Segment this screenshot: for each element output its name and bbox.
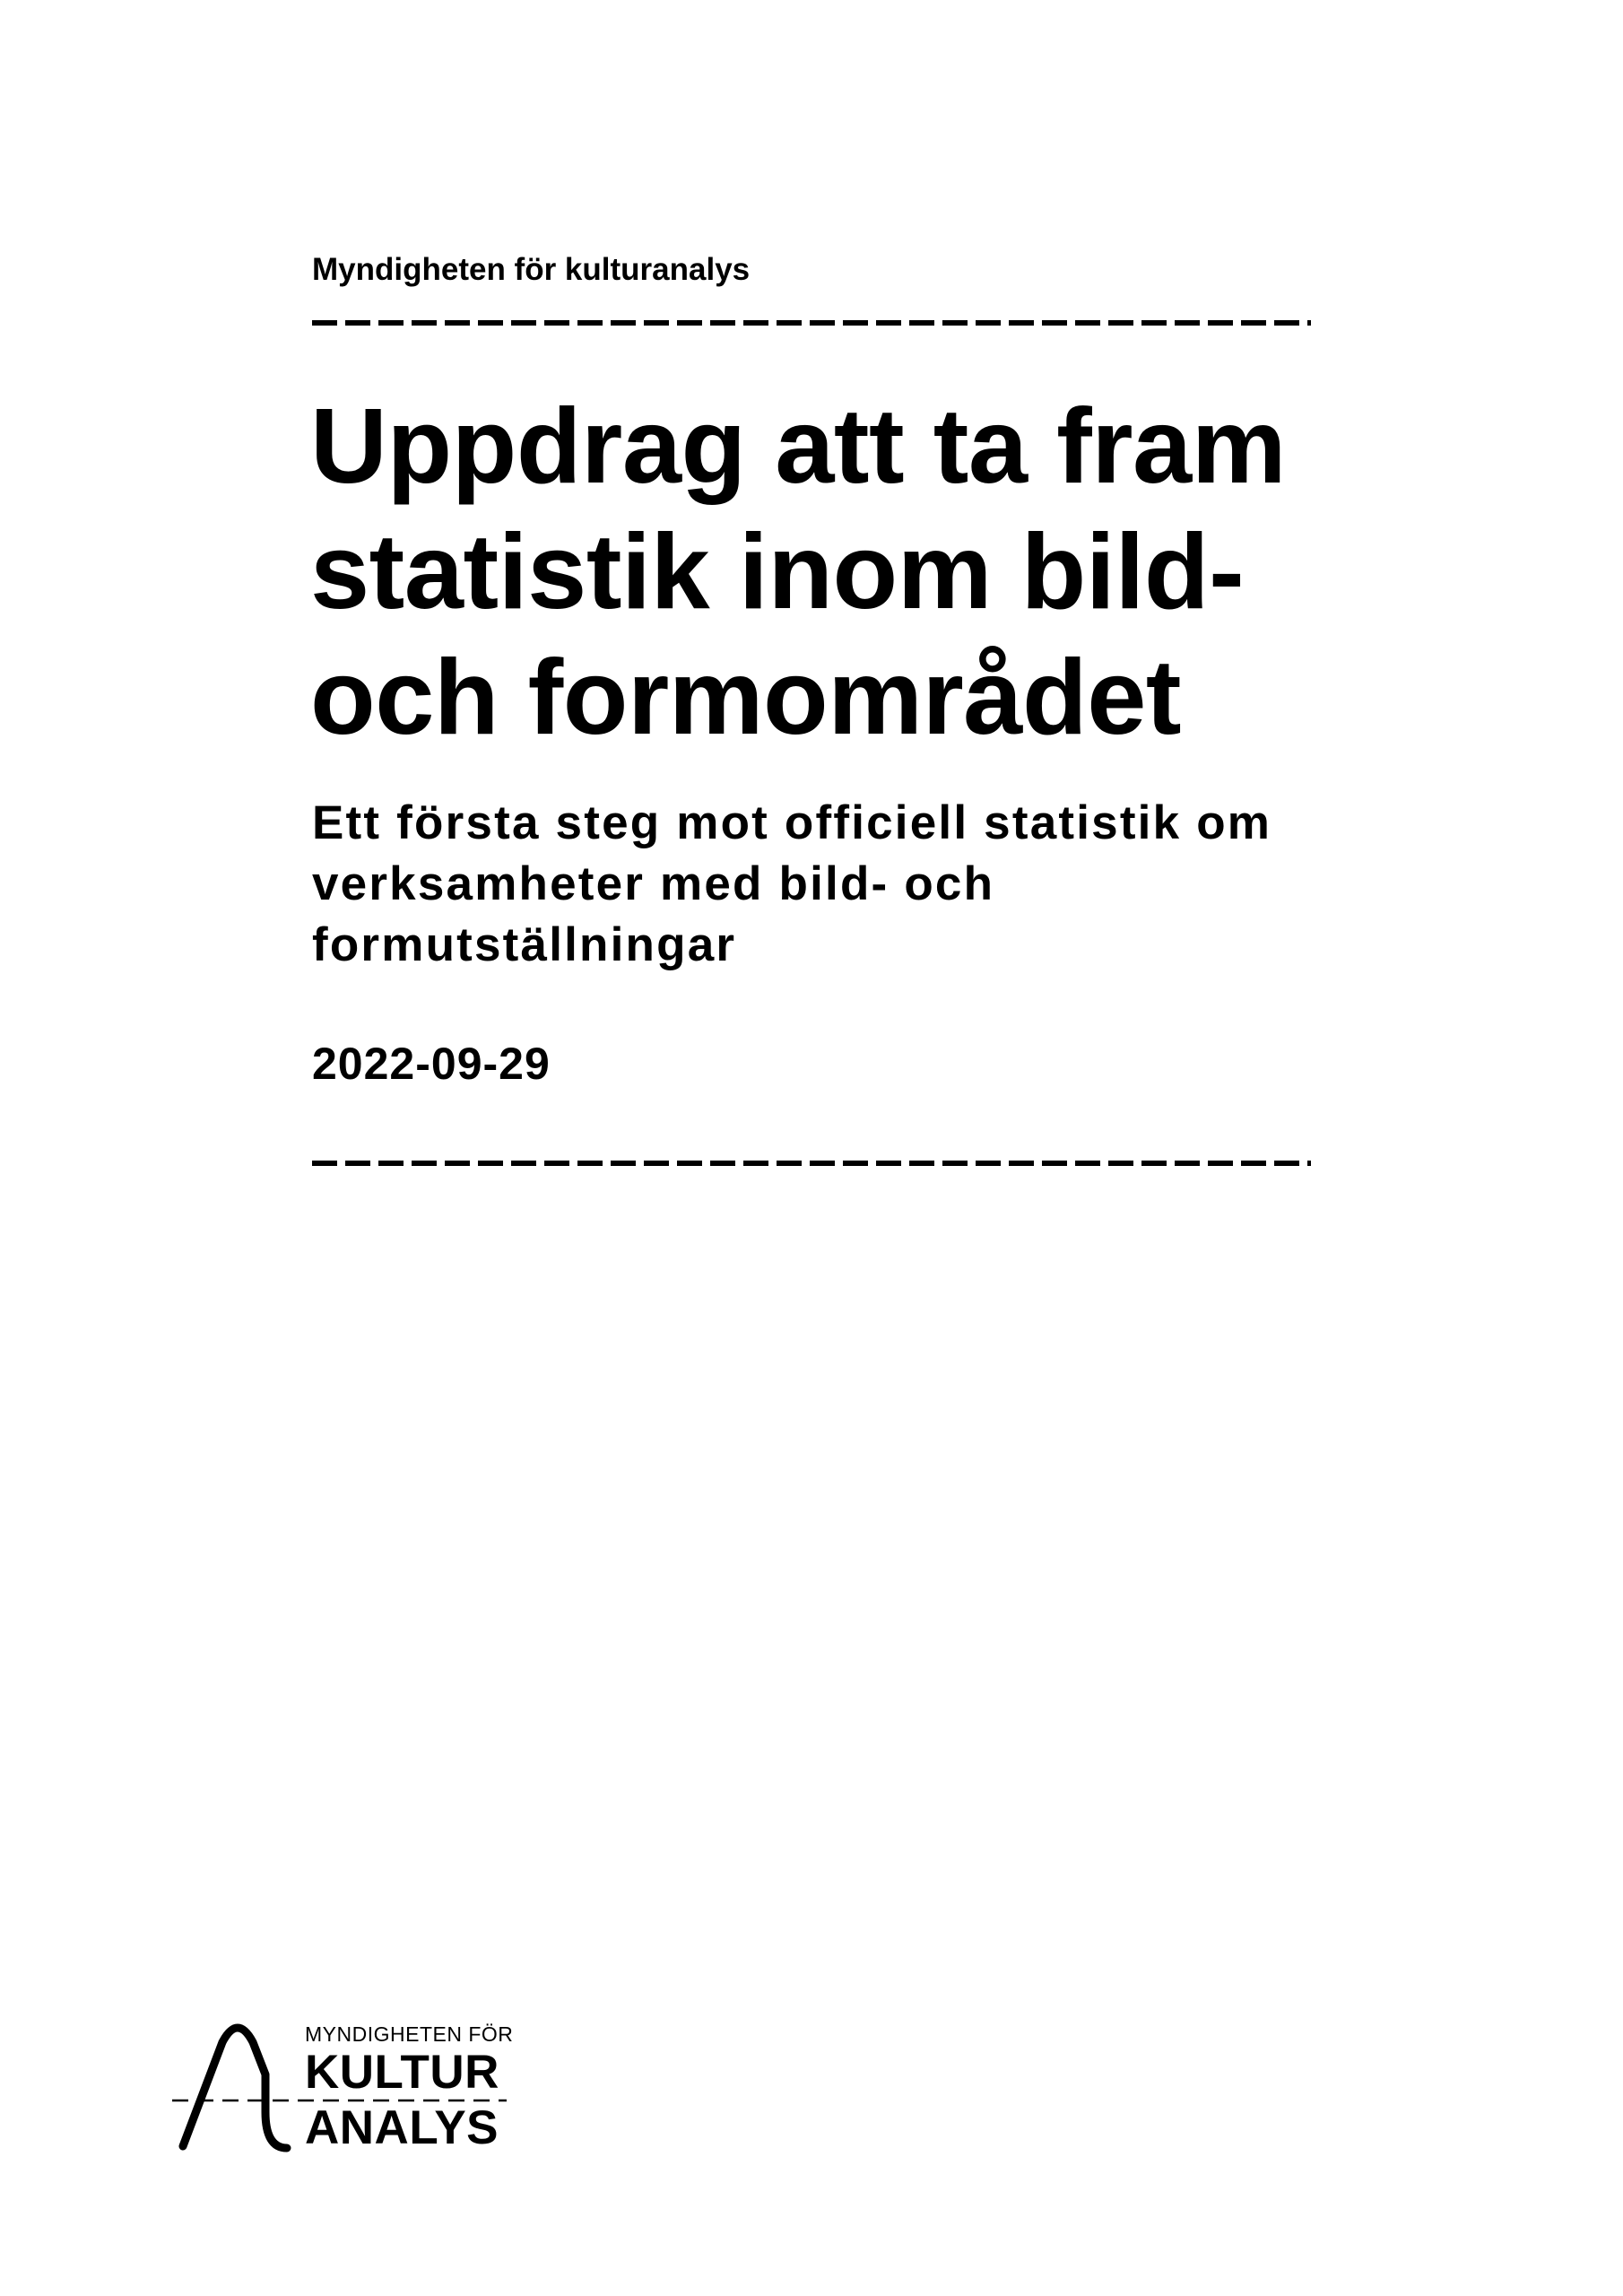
logo-word-kultur: KULTUR bbox=[305, 2046, 499, 2099]
report-subtitle bbox=[312, 793, 1325, 976]
report-title-line: Uppdrag att ta fram bbox=[310, 387, 1287, 506]
report-title-line: och formområdet bbox=[310, 638, 1182, 757]
dashed-divider-top bbox=[312, 320, 1311, 326]
dashed-divider-bottom bbox=[312, 1161, 1311, 1166]
report-subtitle-line: verksamheter med bild- och bbox=[312, 857, 995, 910]
report-subtitle-line: formutställningar bbox=[312, 918, 737, 971]
report-title-line: statistik inom bild- bbox=[310, 512, 1245, 631]
report-subtitle-line: Ett första steg mot officiell statistik om bbox=[312, 796, 1272, 849]
report-title bbox=[310, 384, 1332, 761]
agency-name: Myndigheten för kulturanalys bbox=[312, 252, 751, 287]
logo-word-analys: ANALYS bbox=[305, 2101, 499, 2154]
kulturanalys-logo bbox=[170, 2013, 529, 2161]
logo-small-text: MYNDIGHETEN FÖR bbox=[305, 2022, 514, 2046]
report-date: 2022-09-29 bbox=[312, 1039, 551, 1089]
